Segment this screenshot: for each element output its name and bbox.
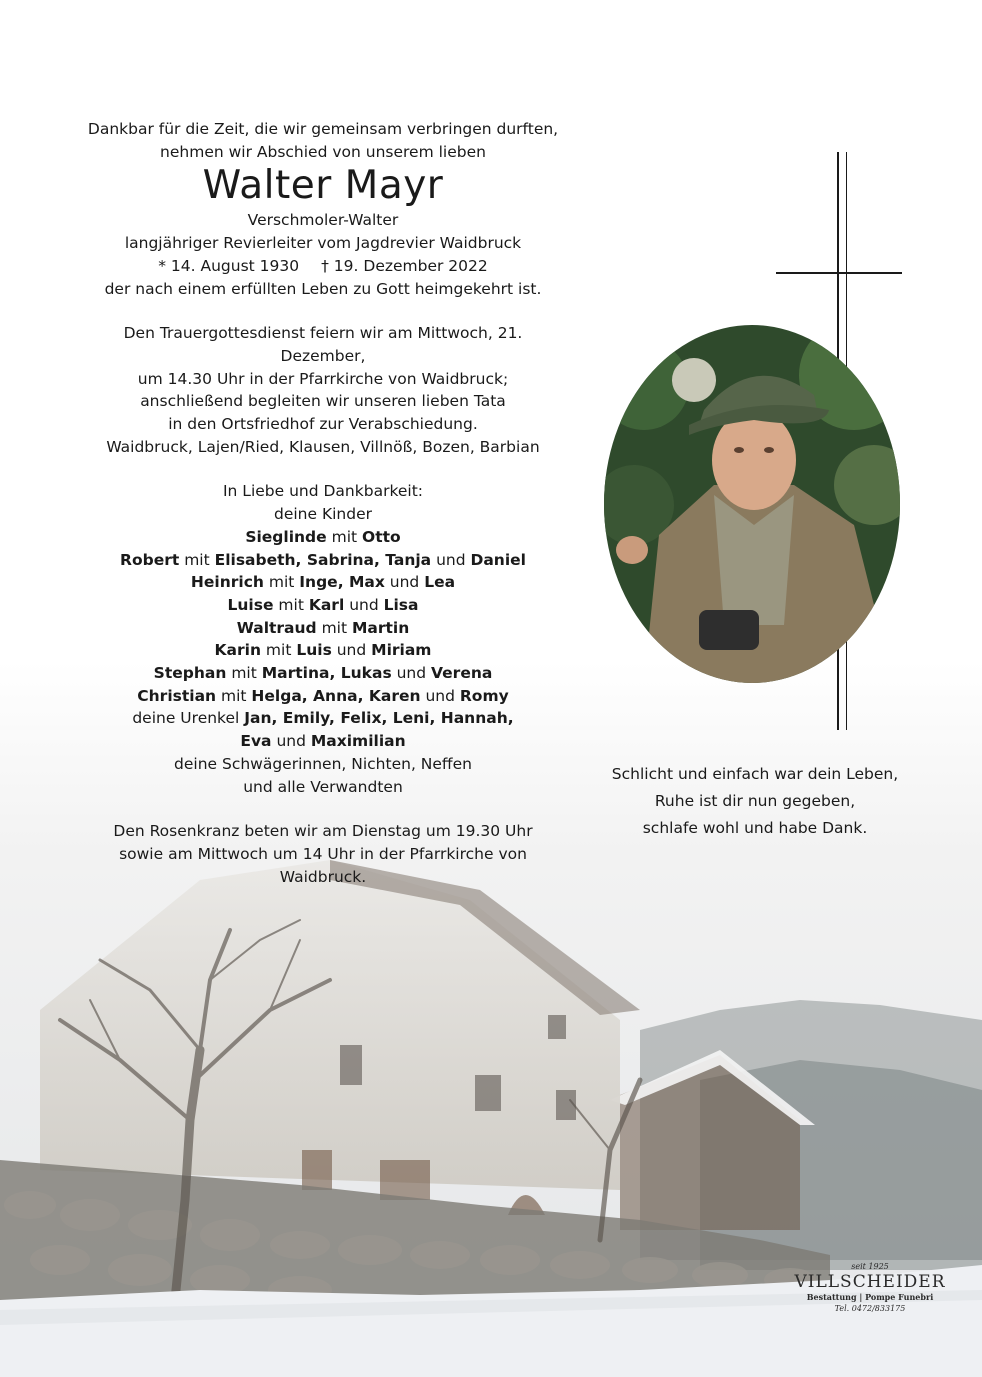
service-info — [80, 322, 566, 436]
funeral-home-logo — [790, 1262, 950, 1313]
life-dates — [80, 255, 566, 278]
mourner-connector: mit — [216, 686, 252, 705]
quote-line: Schlicht und einfach war dein Leben, — [611, 765, 899, 783]
mourner-name: Lea — [424, 573, 456, 592]
logo-brand: VILLSCHEIDER — [794, 1272, 946, 1292]
intro-line-1: Dankbar für die Zeit, die wir gemeinsam verbringen durften, — [87, 120, 559, 138]
mourner-line — [80, 549, 566, 572]
mourner-line — [80, 707, 566, 730]
mourner-name: Elisabeth, Sabrina, Tanja — [214, 550, 432, 569]
mourner-connector: und — [420, 686, 460, 705]
mourner-connector: mit — [316, 618, 352, 637]
mourner-connector: und — [384, 573, 425, 592]
mourner-name: Luis — [296, 641, 332, 660]
service-line: in den Ortsfriedhof zur Verabschiedung. — [168, 415, 478, 434]
children-label: deine Kinder — [273, 505, 372, 524]
mourner-name: Martina, Lukas — [261, 664, 392, 683]
rosary-info — [80, 820, 566, 888]
mourner-name: Inge, Max — [299, 573, 385, 592]
rosary-line: sowie am Mittwoch um 14 Uhr in der Pfarrkirche von Waidbruck. — [119, 844, 527, 886]
mourner-name: Daniel — [470, 550, 526, 569]
mourner-name: Karin — [214, 641, 261, 660]
birth-date: * 14. August 1930 — [158, 256, 300, 275]
deceased-role: langjähriger Revierleiter vom Jagdrevier Waidbruck — [124, 234, 522, 253]
mourner-line — [80, 753, 566, 776]
portrait-photo — [604, 325, 900, 683]
mourner-name: Miriam — [371, 641, 432, 660]
mourner-connector: und — [271, 732, 311, 751]
service-line: um 14.30 Uhr in der Pfarrkirche von Waidbruck; — [137, 369, 509, 388]
mourner-name: Karl — [308, 595, 345, 614]
mourners-list — [80, 480, 566, 798]
intro-line-2: nehmen wir Abschied von unserem lieben — [160, 142, 486, 161]
mourner-name: Sieglinde — [245, 527, 327, 546]
mourner-line — [80, 617, 566, 640]
mourner-connector: mit — [326, 527, 363, 546]
mourner-line — [80, 639, 566, 662]
mourner-connector: und — [344, 595, 384, 614]
memorial-quote — [590, 761, 920, 842]
mourner-name: Romy — [459, 686, 509, 705]
mourner-line — [80, 685, 566, 708]
service-line: Den Trauergottesdienst feiern wir am Mittwoch, 21. Dezember, — [123, 324, 523, 365]
logo-since: seit 1925 — [851, 1262, 889, 1271]
obituary-text — [80, 118, 566, 888]
mourners-heading: In Liebe und Dankbarkeit: — [222, 482, 424, 501]
logo-subtitle: Bestattung | Pompe Funebri — [806, 1292, 934, 1302]
mourner-connector: und alle Verwandten — [243, 777, 403, 796]
returned-line: der nach einem erfüllten Leben zu Gott heimgekehrt ist. — [104, 279, 542, 298]
quote-line: schlafe wohl und habe Dank. — [642, 819, 868, 837]
mourner-line — [80, 730, 566, 753]
mourner-name: Stephan — [153, 664, 227, 683]
mourner-connector: mit — [273, 595, 309, 614]
mourner-connector: und — [391, 664, 432, 683]
mourner-name: Jan, Emily, Felix, Leni, Hannah, — [244, 709, 514, 728]
deceased-nickname: Verschmoler-Walter — [247, 211, 399, 230]
mourner-connector: deine Urenkel — [132, 709, 245, 728]
mourner-line — [80, 594, 566, 617]
rosary-line: Den Rosenkranz beten wir am Dienstag um 19.30 Uhr — [113, 822, 533, 841]
service-line: anschließend begleiten wir unseren lieben Tata — [140, 392, 506, 411]
death-date: † 19. Dezember 2022 — [321, 256, 488, 275]
mourner-connector: mit — [261, 641, 297, 660]
mourner-name: Martin — [352, 618, 410, 637]
cross-icon-bar — [776, 272, 902, 274]
mourner-name: Christian — [137, 686, 217, 705]
quote-line: Ruhe ist dir nun gegeben, — [654, 792, 856, 810]
mourner-connector: und — [431, 550, 471, 569]
deceased-name: Walter Mayr — [202, 163, 444, 209]
mourner-name: Maximilian — [310, 732, 406, 751]
logo-phone: Tel. 0472/833175 — [834, 1304, 906, 1313]
mourner-line — [80, 662, 566, 685]
mourner-connector: mit — [263, 573, 300, 592]
mourner-name: Lisa — [383, 595, 419, 614]
mourner-connector: und — [331, 641, 372, 660]
mourner-connector: mit — [179, 550, 215, 569]
mourner-name: Otto — [362, 527, 401, 546]
mourner-connector: deine Schwägerinnen, Nichten, Neffen — [174, 754, 472, 773]
mourner-name: Heinrich — [190, 573, 264, 592]
places-line: Waidbruck, Lajen/Ried, Klausen, Villnöß, Bozen, Barbian — [106, 437, 540, 456]
mourner-name: Verena — [431, 664, 493, 683]
mourner-lines — [80, 526, 566, 798]
mourner-name: Waltraud — [236, 618, 317, 637]
mourner-name: Helga, Anna, Karen — [251, 686, 421, 705]
mourner-line — [80, 776, 566, 799]
mourner-name: Robert — [120, 550, 180, 569]
mourner-name: Eva — [240, 732, 272, 751]
mourner-line — [80, 526, 566, 549]
mourner-connector: mit — [226, 664, 262, 683]
mourner-line — [80, 571, 566, 594]
mourner-name: Luise — [227, 595, 274, 614]
